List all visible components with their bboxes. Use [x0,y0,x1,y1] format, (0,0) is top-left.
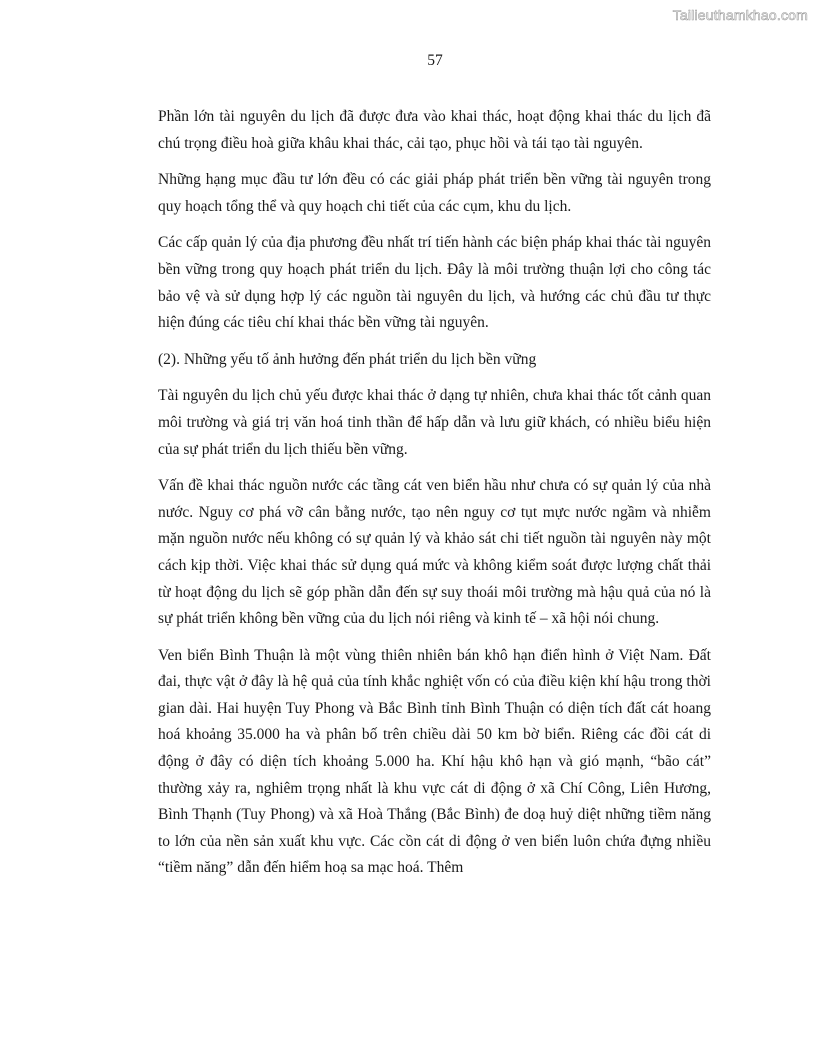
paragraph: Vấn đề khai thác nguồn nước các tầng cát ven biển hầu như chưa có sự quản lý của nhà nước. Nguy cơ phá vỡ cân bằng nước, tạo nên nguy cơ tụt mực nước ngầm và nhiễm mặn nguồn nước nếu không có sự quản lý và khảo sát chi tiết nguồn tài nguyên này một cách kịp thời. Việc khai thác sử dụng quá mức và không kiểm soát được lượng chất thải từ hoạt động du lịch sẽ góp phần dẫn đến sự suy thoái môi trường mà hậu quả của nó là sự phát triển không bền vững của du lịch nói riêng và kinh tế – xã hội nói chung. [158,477,711,628]
paragraph: Tài nguyên du lịch chủ yếu được khai thác ở dạng tự nhiên, chưa khai thác tốt cảnh quan môi trường và giá trị văn hoá tinh thần để hấp dẫn và lưu giữ khách, có nhiều biểu hiện của sự phát triển du lịch thiếu bền vững. [158,387,711,458]
watermark: Tailieuthamkhao.com [672,7,808,23]
document-body [158,104,711,892]
paragraph: Phần lớn tài nguyên du lịch đã được đưa vào khai thác, hoạt động khai thác du lịch đã chú trọng điều hoà giữa khâu khai thác, cải tạo, phục hồi và tái tạo tài nguyên. [158,108,711,152]
section-heading: (2). Những yếu tố ảnh hưởng đến phát triển du lịch bền vững [158,350,537,368]
paragraph: Những hạng mục đầu tư lớn đều có các giải pháp phát triển bền vững tài nguyên trong quy hoạch tổng thể và quy hoạch chi tiết của các cụm, khu du lịch. [158,171,711,215]
page-number: 57 [427,52,443,69]
paragraph: Ven biển Bình Thuận là một vùng thiên nhiên bán khô hạn điển hình ở Việt Nam. Đất đai, thực vật ở đây là hệ quả của tính khắc nghiệt vốn có của điều kiện khí hậu trong thời gian dài. Hai huyện Tuy Phong và Bắc Bình tỉnh Bình Thuận có diện tích đất cát hoang hoá khoảng 35.000 ha và phân bố trên chiều dài 50 km bờ biển. Riêng các đồi cát di động ở đây có diện tích khoảng 5.000 ha. Khí hậu khô hạn và gió mạnh, “bão cát” thường xảy ra, nghiêm trọng nhất là khu vực cát di động ở xã Chí Công, Liên Hương, Bình Thạnh (Tuy Phong) và xã Hoà Thắng (Bắc Bình) đe doạ huỷ diệt những tiềm năng to lớn của nền sản xuất khu vực. Các cồn cát di động ở ven biển luôn chứa đựng nhiều “tiềm năng” dẫn đến hiểm hoạ sa mạc hoá. Thêm [158,646,711,877]
paragraph: Các cấp quản lý của địa phương đều nhất trí tiến hành các biện pháp khai thác tài nguyên bền vững trong quy hoạch phát triển du lịch. Đây là môi trường thuận lợi cho công tác bảo vệ và sử dụng hợp lý các nguồn tài nguyên du lịch, và hướng các chủ đầu tư thực hiện đúng các tiêu chí khai thác bền vững tài nguyên. [158,234,711,332]
